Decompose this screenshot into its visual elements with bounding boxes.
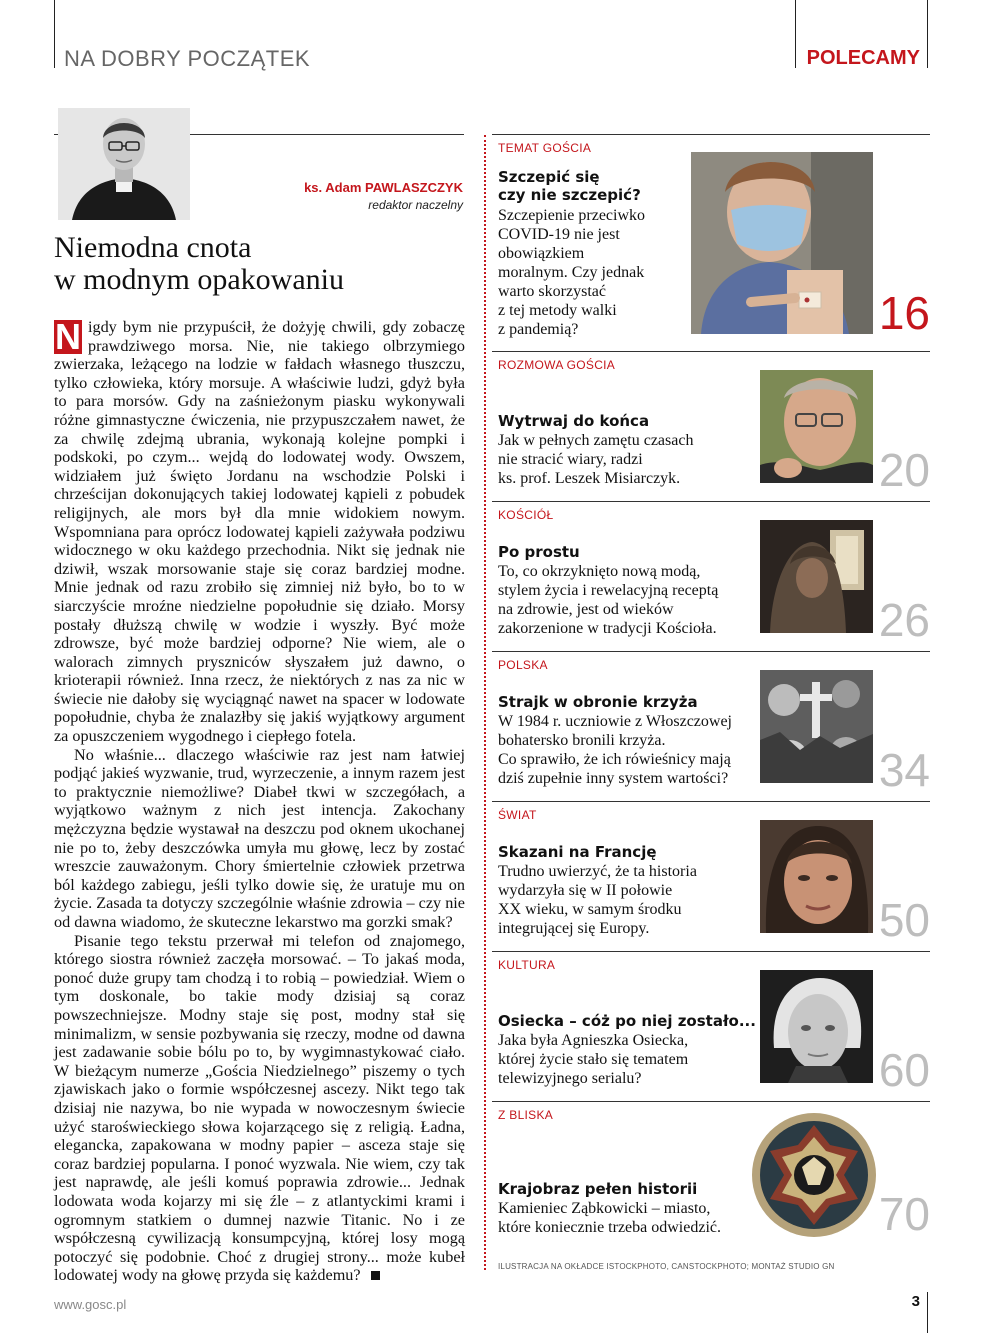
contents-item-z-bliska[interactable] [498, 1101, 930, 1251]
contents-headline[interactable]: Wytrwaj do końca [498, 412, 650, 430]
contents-headline[interactable]: Osiecka – cóż po niej zostało... [498, 1012, 756, 1030]
contents-headline[interactable]: Po prostu [498, 543, 580, 561]
contents-category: ŚWIAT [498, 808, 537, 822]
contents-description: W 1984 r. uczniowie z Włoszczowej bohatersko bronili krzyża. Co sprawiło, że ich rówieśnicy mają dziś zupełnie inny system wartości? [498, 713, 732, 787]
editorial-title: Niemodna cnota w modnym opakowaniu [54, 231, 344, 296]
editor-portrait-photo [58, 108, 190, 220]
contents-item-rozmowa-goscia[interactable] [498, 351, 930, 501]
editor-role: redaktor naczelny [368, 198, 463, 212]
editorial-paragraph: N igdy bym nie przypuścił, że dożyję chwili, gdy zobaczę prawdziwego morsa. Nie, nie takiego olbrzymiego zwierzaka, leżącego na lodzie w fałdach własnego tłuszczu, tylko człowieka, który morsuje. A właściwie ludzi, gdyż była to para morsów. Gdy na zaśnieżonym piasku wykonywali różne gimnastyczne ćwiczenia, nie przypuszczałem nawet, że za chwilę zdejmą ubrania, wykonają kolejne pompki i podskoki, po czym... wejdą do lodowatej wody. Owszem, widziałem już święto Jordanu na wschodzie Polski i chrześcijan dokonujących takiej lodowatej kąpieli z pobudek religijnych, ale mors był dla mnie widokiem nowym. Wspomniana para oprócz lodowatej kąpieli zażywała podziwu widocznego w oku każdego przechodnia. Nikt się jednak nie dziwił, wszak morsowanie staje się coraz bardziej modne. Mnie jednak od razu zrobiło się zimniej niż było, bo to w siarczyście mroźne niedzielne popołudnie się działo. Morsy postały dłuższą chwilę w wodzie i wyszły. Być może zdrowsze, być może bardziej odporne? Nie wiem, ale o walorach zimnych pryszniców słyszałem już dawno, o krioterapii również. Inna rzecz, że niektórych z nas za nic w świecie nie dałoby się wyciągnąć nawet na spacer w lodowate popołudnie, chyba że znalazłby się jakiś wyjątkowy argument za opuszczeniem wygodnego i ciepłego fotela. [54, 316, 465, 746]
section-title-polecamy: POLECAMY [806, 47, 920, 69]
section-title: NA DOBRY POCZĄTEK [64, 46, 311, 71]
contents-description: Jaka była Agnieszka Osiecka, której życie stało się tematem telewizyjnego serialu? [498, 1032, 689, 1087]
contents-category: ROZMOWA GOŚCIA [498, 358, 616, 372]
editor-name: ks. Adam PAWLASZCZYK [304, 180, 463, 195]
dotted-column-divider [484, 135, 486, 1270]
contents-item-temat-goscia[interactable] [498, 134, 930, 350]
contents-category: TEMAT GOŚCIA [498, 141, 592, 155]
editorial-body [54, 316, 465, 1285]
contents-headline[interactable]: Krajobraz pełen historii [498, 1180, 698, 1198]
contents-item-swiat[interactable] [498, 801, 930, 951]
editor-byline [304, 180, 463, 212]
contents-category: POLSKA [498, 658, 548, 672]
footer-website-link[interactable]: www.gosc.pl [54, 1297, 127, 1312]
footer-vertical-line [927, 1292, 928, 1333]
contents-description: Trudno uwierzyć, że ta historia wydarzyła się w II połowie XX wieku, w samym środku integrującej się Europy. [498, 863, 697, 937]
footer-page-number: 3 [911, 1293, 920, 1310]
contents-item-kultura[interactable] [498, 951, 930, 1101]
contents-description: Kamieniec Ząbkowicki – miasto, które koniecznie trzeba odwiedzić. [498, 1200, 721, 1236]
contents-description: To, co okrzyknięto nową modą, stylem życia i rewelacyjną receptą na zdrowie, jest od wieków zakorzenione w tradycji Kościoła. [498, 563, 719, 637]
contents-category: Z BLISKA [498, 1108, 554, 1122]
contents-headline[interactable]: Skazani na Francję [498, 843, 657, 861]
contents-description: Szczepienie przeciwko COVID-19 nie jest obowiązkiem moralnym. Czy jednak warto skorzystać z tej metody walki z pandemią? [498, 207, 646, 338]
editorial-paragraph: No właśnie... dlaczego właściwie raz jest nam łatwiej podjąć jakieś wyzwanie, trud, wyrzeczenie, a innym razem jest to praktycznie niemożliwe? Diabeł tkwi w szczegółach, a wyjątkowo ważnym z nich jest intencja. Zakochany mężczyzna będzie wystawał na deszczu pod oknem ukochanej nie po to, żeby deszczówka umyła mu głowę, lecz by zostać wreszcie zauważonym. Chory śmiertelnie człowiek przetrwa ból każdego zabiegu, jeśli tylko dowie się, że uratuje mu on życie. Zasada ta dotyczy szczególnie właśnie zdrowia – czy nie od dawna wiadomo, że skuteczne lekarstwo ma gorzki smak? [54, 745, 465, 931]
contents-page-number[interactable]: 70 [878, 1188, 930, 1240]
editorial-paragraph: Pisanie tego tekstu przerwał mi telefon od znajomego, którego siostra również zaczęła morsować. – To jakaś moda, ponoć duże grupy tam chodzą i to robią – powiedział. Wiem o tym doskonale, bo takie mody dzisiaj są coraz powszechniejsze. Modny staje się post, modny stał się minimalizm, w sensie pozbywania się rzeczy, modne od dawna jest zadawanie sobie bólu po to, by wygimnastykować ciało. W bieżącym numerze „Gościa Niedzielnego” piszemy o tych zjawiskach jako o formie współczesnej ascezy. Nikt tego tak dzisiaj nie nazywa, bo nie wypada w nowoczesnym świecie użyć staroświeckiego słowa kojarzącego się z religią. Ładna, elegancka, zapakowana w modny papier – asceza staje się coraz bardziej popularna. I ponoć wyzwala. Nie wiem, czy tak jest naprawdę, ale jeśli komuś poprawia zdrowie... Jednak lodowata woda kojarzy mi się źle – z atlantyckimi krami i ogromnym statkiem o dumnej nazwie Titanic. No i ze współczesną cywilizacją konsumpcyjną, której losy mogą potoczyć się podobnie. Choć z drugiej strony... może kubeł lodowatej wody na głowę przyda się każdemu? [54, 931, 465, 1285]
contents-description: Jak w pełnych zamętu czasach nie stracić wiary, radzi ks. prof. Leszek Misiarczyk. [498, 432, 694, 487]
contents-category: KOŚCIÓŁ [498, 508, 554, 522]
cover-credit: ILUSTRACJA NA OKŁADCE ISTOCKPHOTO, CANSTOCKPHOTO; MONTAŻ STUDIO GN [498, 1262, 835, 1271]
contents-headline[interactable]: Strajk w obronie krzyża [498, 693, 698, 711]
contents-page-number[interactable]: 16 [878, 287, 930, 339]
contents-category: KULTURA [498, 958, 556, 972]
top-center-vertical-line [795, 0, 796, 68]
contents-item-polska[interactable] [498, 651, 930, 801]
contents-page-number[interactable]: 50 [878, 894, 930, 946]
contents-page-number[interactable]: 20 [878, 444, 930, 496]
top-right-vertical-line [927, 0, 928, 68]
end-of-article-mark [371, 1271, 380, 1280]
dropcap-letter: N [55, 316, 81, 357]
contents-page-number[interactable]: 60 [878, 1044, 930, 1096]
contents-page-number[interactable]: 26 [878, 594, 930, 646]
contents-page-number[interactable]: 34 [878, 744, 930, 796]
contents-headline[interactable]: Szczepić się czy nie szczepić? [498, 168, 641, 204]
top-left-vertical-line [54, 0, 55, 68]
contents-item-kosciol[interactable] [498, 501, 930, 651]
